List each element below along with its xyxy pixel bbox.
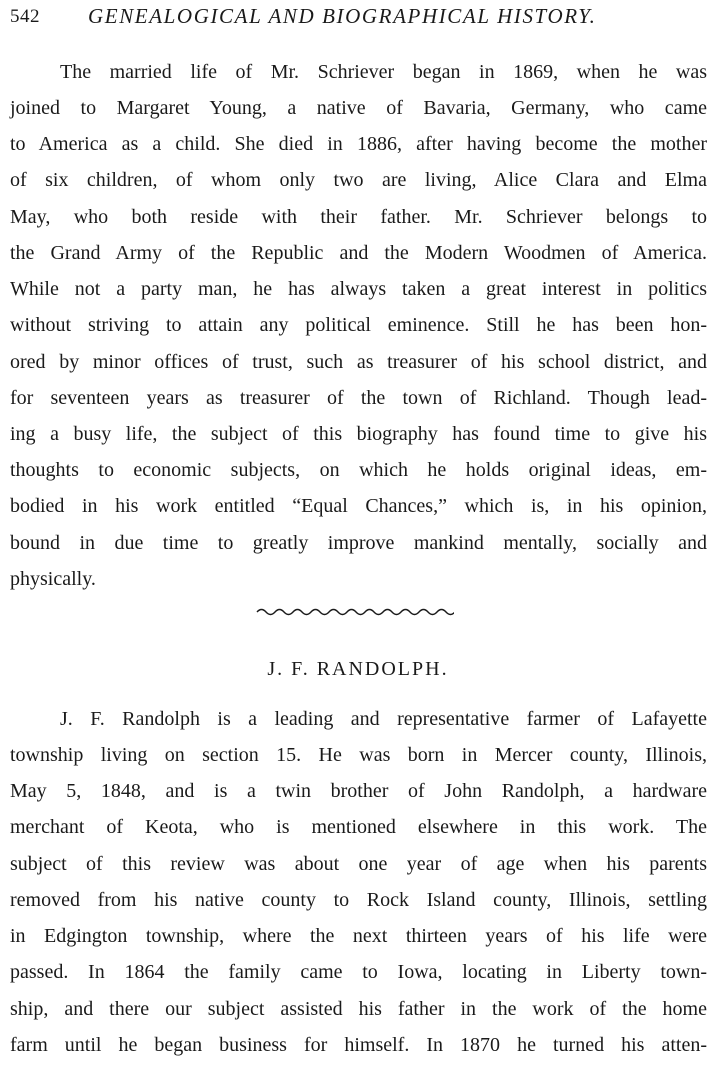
running-title: GENEALOGICAL AND BIOGRAPHICAL HISTORY.: [88, 4, 597, 28]
paragraph-line: bound in due time to greatly improve mankind mentally, socially and: [10, 532, 707, 554]
paragraph-line: ship, and there our subject assisted his father in the work of the home: [10, 998, 707, 1020]
paragraph-line: J. F. Randolph is a leading and representative farmer of Lafayette: [60, 708, 707, 730]
paragraph-line: removed from his native county to Rock Island county, Illinois, settling: [10, 889, 707, 911]
paragraph-line: physically.: [10, 568, 96, 590]
paragraph-line: the Grand Army of the Republic and the Modern Woodmen of America.: [10, 242, 707, 264]
paragraph-line: ing a busy life, the subject of this biography has found time to give his: [10, 423, 707, 445]
paragraph-line: The married life of Mr. Schriever began in 1869, when he was: [60, 61, 707, 83]
paragraph-line: May, who both reside with their father. Mr. Schriever belongs to: [10, 206, 707, 228]
page-number: 542: [10, 6, 40, 27]
paragraph-line: township living on section 15. He was born in Mercer county, Illinois,: [10, 744, 707, 766]
paragraph-line: While not a party man, he has always taken a great interest in politics: [10, 278, 707, 300]
paragraph-line: merchant of Keota, who is mentioned elsewhere in this work. The: [10, 816, 707, 838]
paragraph-line: of six children, of whom only two are living, Alice Clara and Elma: [10, 169, 707, 191]
paragraph-line: May 5, 1848, and is a twin brother of John Randolph, a hardware: [10, 780, 707, 802]
section-heading: J. F. RANDOLPH.: [267, 658, 449, 680]
paragraph-line: passed. In 1864 the family came to Iowa, locating in Liberty town-: [10, 961, 707, 983]
paragraph-line: to America as a child. She died in 1886, after having become the mother: [10, 133, 707, 155]
paragraph-line: farm until he began business for himself. In 1870 he turned his atten-: [10, 1034, 707, 1056]
paragraph-line: for seventeen years as treasurer of the town of Richland. Though lead-: [10, 387, 707, 409]
paragraph-line: bodied in his work entitled “Equal Chances,” which is, in his opinion,: [10, 495, 707, 517]
paragraph-line: subject of this review was about one year of age when his parents: [10, 853, 707, 875]
paragraph-line: joined to Margaret Young, a native of Bavaria, Germany, who came: [10, 97, 707, 119]
running-head: [10, 4, 690, 30]
paragraph-line: in Edgington township, where the next thirteen years of his life were: [10, 925, 707, 947]
paragraph-line: without striving to attain any political eminence. Still he has been hon-: [10, 314, 707, 336]
paragraph-line: thoughts to economic subjects, on which he holds original ideas, em-: [10, 459, 707, 481]
paragraph-line: ored by minor offices of trust, such as treasurer of his school district, and: [10, 351, 707, 373]
ornamental-divider: [256, 604, 454, 618]
